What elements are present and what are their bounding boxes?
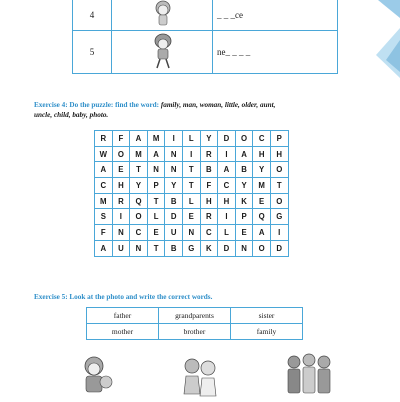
puzzle-cell[interactable]: L [182, 131, 200, 147]
child-hugging-illustration-icon [72, 352, 122, 402]
word-bank-cell: sister [231, 308, 303, 324]
puzzle-cell[interactable]: N [235, 240, 253, 256]
puzzle-row [95, 240, 289, 256]
puzzle-cell[interactable]: N [165, 162, 183, 178]
puzzle-cell[interactable]: O [270, 193, 288, 209]
puzzle-cell[interactable]: U [165, 225, 183, 241]
puzzle-cell[interactable]: H [270, 146, 288, 162]
puzzle-cell[interactable]: R [200, 146, 218, 162]
puzzle-cell[interactable]: I [165, 131, 183, 147]
puzzle-cell[interactable]: P [235, 209, 253, 225]
picture-cell [112, 31, 213, 74]
puzzle-cell[interactable]: T [270, 178, 288, 194]
puzzle-cell[interactable]: O [235, 131, 253, 147]
puzzle-cell[interactable]: N [130, 240, 148, 256]
puzzle-cell[interactable]: A [235, 146, 253, 162]
puzzle-cell[interactable]: C [95, 178, 113, 194]
puzzle-cell[interactable]: M [147, 131, 165, 147]
puzzle-cell[interactable]: Y [165, 178, 183, 194]
puzzle-cell[interactable]: I [218, 209, 236, 225]
boy-illustration-icon [146, 32, 180, 72]
picture-cell [112, 0, 213, 31]
word-bank-cell: brother [159, 324, 231, 340]
word-bank-cell: family [231, 324, 303, 340]
exercise4-heading [34, 101, 364, 120]
puzzle-cell[interactable]: S [95, 209, 113, 225]
puzzle-cell[interactable]: A [253, 225, 271, 241]
puzzle-cell[interactable]: A [147, 146, 165, 162]
puzzle-cell[interactable]: R [200, 209, 218, 225]
puzzle-cell[interactable]: N [165, 146, 183, 162]
puzzle-cell[interactable]: O [112, 146, 130, 162]
puzzle-cell[interactable]: Q [130, 193, 148, 209]
puzzle-cell[interactable]: G [270, 209, 288, 225]
exercise4-words-line1: family, man, woman, little, older, aunt, [160, 101, 276, 109]
puzzle-cell[interactable]: H [218, 193, 236, 209]
puzzle-cell[interactable]: P [270, 131, 288, 147]
puzzle-cell[interactable]: B [165, 240, 183, 256]
puzzle-cell[interactable]: F [95, 225, 113, 241]
vocabulary-table [72, 0, 338, 74]
puzzle-cell[interactable]: U [112, 240, 130, 256]
word-bank-cell: father [87, 308, 159, 324]
puzzle-cell[interactable]: I [218, 146, 236, 162]
puzzle-cell[interactable]: L [182, 193, 200, 209]
puzzle-cell[interactable]: Y [200, 131, 218, 147]
word-bank-cell: mother [87, 324, 159, 340]
puzzle-cell[interactable]: P [147, 178, 165, 194]
puzzle-cell[interactable]: K [200, 240, 218, 256]
puzzle-cell[interactable]: A [130, 131, 148, 147]
puzzle-cell[interactable]: D [270, 240, 288, 256]
puzzle-cell[interactable]: E [182, 209, 200, 225]
puzzle-cell[interactable]: T [130, 162, 148, 178]
girls-illustration-icon [178, 352, 222, 402]
child-illustration-icon [148, 0, 178, 30]
puzzle-row [95, 178, 289, 194]
puzzle-cell[interactable]: H [200, 193, 218, 209]
puzzle-cell[interactable]: F [112, 131, 130, 147]
puzzle-cell[interactable]: O [253, 240, 271, 256]
exercise5-heading [34, 293, 212, 303]
puzzle-cell[interactable]: H [253, 146, 271, 162]
row-number: 4 [73, 0, 112, 31]
puzzle-cell[interactable]: H [112, 178, 130, 194]
exercise4-words-line2: uncle, child, baby, photo. [34, 110, 109, 119]
exercise4-label: Exercise 4: Do the puzzle: find the word: [34, 101, 160, 109]
puzzle-cell[interactable]: L [147, 209, 165, 225]
puzzle-cell[interactable]: C [200, 225, 218, 241]
puzzle-cell[interactable]: N [182, 225, 200, 241]
puzzle-cell[interactable]: Y [253, 162, 271, 178]
puzzle-cell[interactable]: N [112, 225, 130, 241]
puzzle-cell[interactable]: D [218, 131, 236, 147]
word-bank-row [87, 324, 303, 340]
puzzle-row [95, 162, 289, 178]
puzzle-cell[interactable]: C [130, 225, 148, 241]
puzzle-cell[interactable]: O [270, 162, 288, 178]
puzzle-cell[interactable]: E [235, 225, 253, 241]
puzzle-cell[interactable]: C [218, 178, 236, 194]
puzzle-cell[interactable]: M [95, 193, 113, 209]
puzzle-cell[interactable]: L [218, 225, 236, 241]
triangle-decoration-icon [370, 0, 400, 80]
puzzle-cell[interactable]: A [218, 162, 236, 178]
puzzle-cell[interactable]: Y [235, 178, 253, 194]
row-number: 5 [73, 31, 112, 74]
puzzle-row [95, 225, 289, 241]
puzzle-cell[interactable]: Q [253, 209, 271, 225]
puzzle-cell[interactable]: T [147, 240, 165, 256]
puzzle-cell[interactable]: I [112, 209, 130, 225]
puzzle-cell[interactable]: T [147, 193, 165, 209]
puzzle-cell[interactable]: B [165, 193, 183, 209]
puzzle-cell[interactable]: B [235, 162, 253, 178]
word-search-grid [94, 130, 289, 257]
puzzle-row [95, 193, 289, 209]
puzzle-cell[interactable]: M [253, 178, 271, 194]
puzzle-cell[interactable]: T [182, 178, 200, 194]
puzzle-row [95, 131, 289, 147]
puzzle-cell[interactable]: O [130, 209, 148, 225]
puzzle-cell[interactable]: K [235, 193, 253, 209]
puzzle-cell[interactable]: E [112, 162, 130, 178]
puzzle-cell[interactable]: A [95, 240, 113, 256]
exercise5-label: Exercise 5: Look at the photo and write the correct words. [34, 293, 213, 301]
puzzle-cell[interactable]: W [95, 146, 113, 162]
table-row [73, 31, 338, 74]
puzzle-cell[interactable]: G [182, 240, 200, 256]
puzzle-cell[interactable]: I [270, 225, 288, 241]
family-illustration-icon [282, 350, 336, 400]
puzzle-cell[interactable]: D [165, 209, 183, 225]
puzzle-cell[interactable]: F [200, 178, 218, 194]
puzzle-cell[interactable]: T [182, 162, 200, 178]
word-bank-row [87, 308, 303, 324]
puzzle-cell[interactable]: R [112, 193, 130, 209]
puzzle-cell[interactable]: R [95, 131, 113, 147]
puzzle-cell[interactable]: M [130, 146, 148, 162]
answer-cell: ne_ _ _ _ [213, 31, 338, 74]
answer-cell: _ _ _ce [213, 0, 338, 31]
puzzle-cell[interactable]: A [95, 162, 113, 178]
puzzle-cell[interactable]: N [147, 162, 165, 178]
puzzle-cell[interactable]: C [253, 131, 271, 147]
puzzle-cell[interactable]: Y [130, 178, 148, 194]
word-bank-cell: grandparents [159, 308, 231, 324]
puzzle-row [95, 209, 289, 225]
word-bank-table [86, 307, 303, 340]
puzzle-cell[interactable]: B [200, 162, 218, 178]
puzzle-cell[interactable]: E [147, 225, 165, 241]
puzzle-cell[interactable]: I [182, 146, 200, 162]
puzzle-cell[interactable]: D [218, 240, 236, 256]
puzzle-cell[interactable]: E [253, 193, 271, 209]
puzzle-row [95, 146, 289, 162]
table-row [73, 0, 338, 31]
